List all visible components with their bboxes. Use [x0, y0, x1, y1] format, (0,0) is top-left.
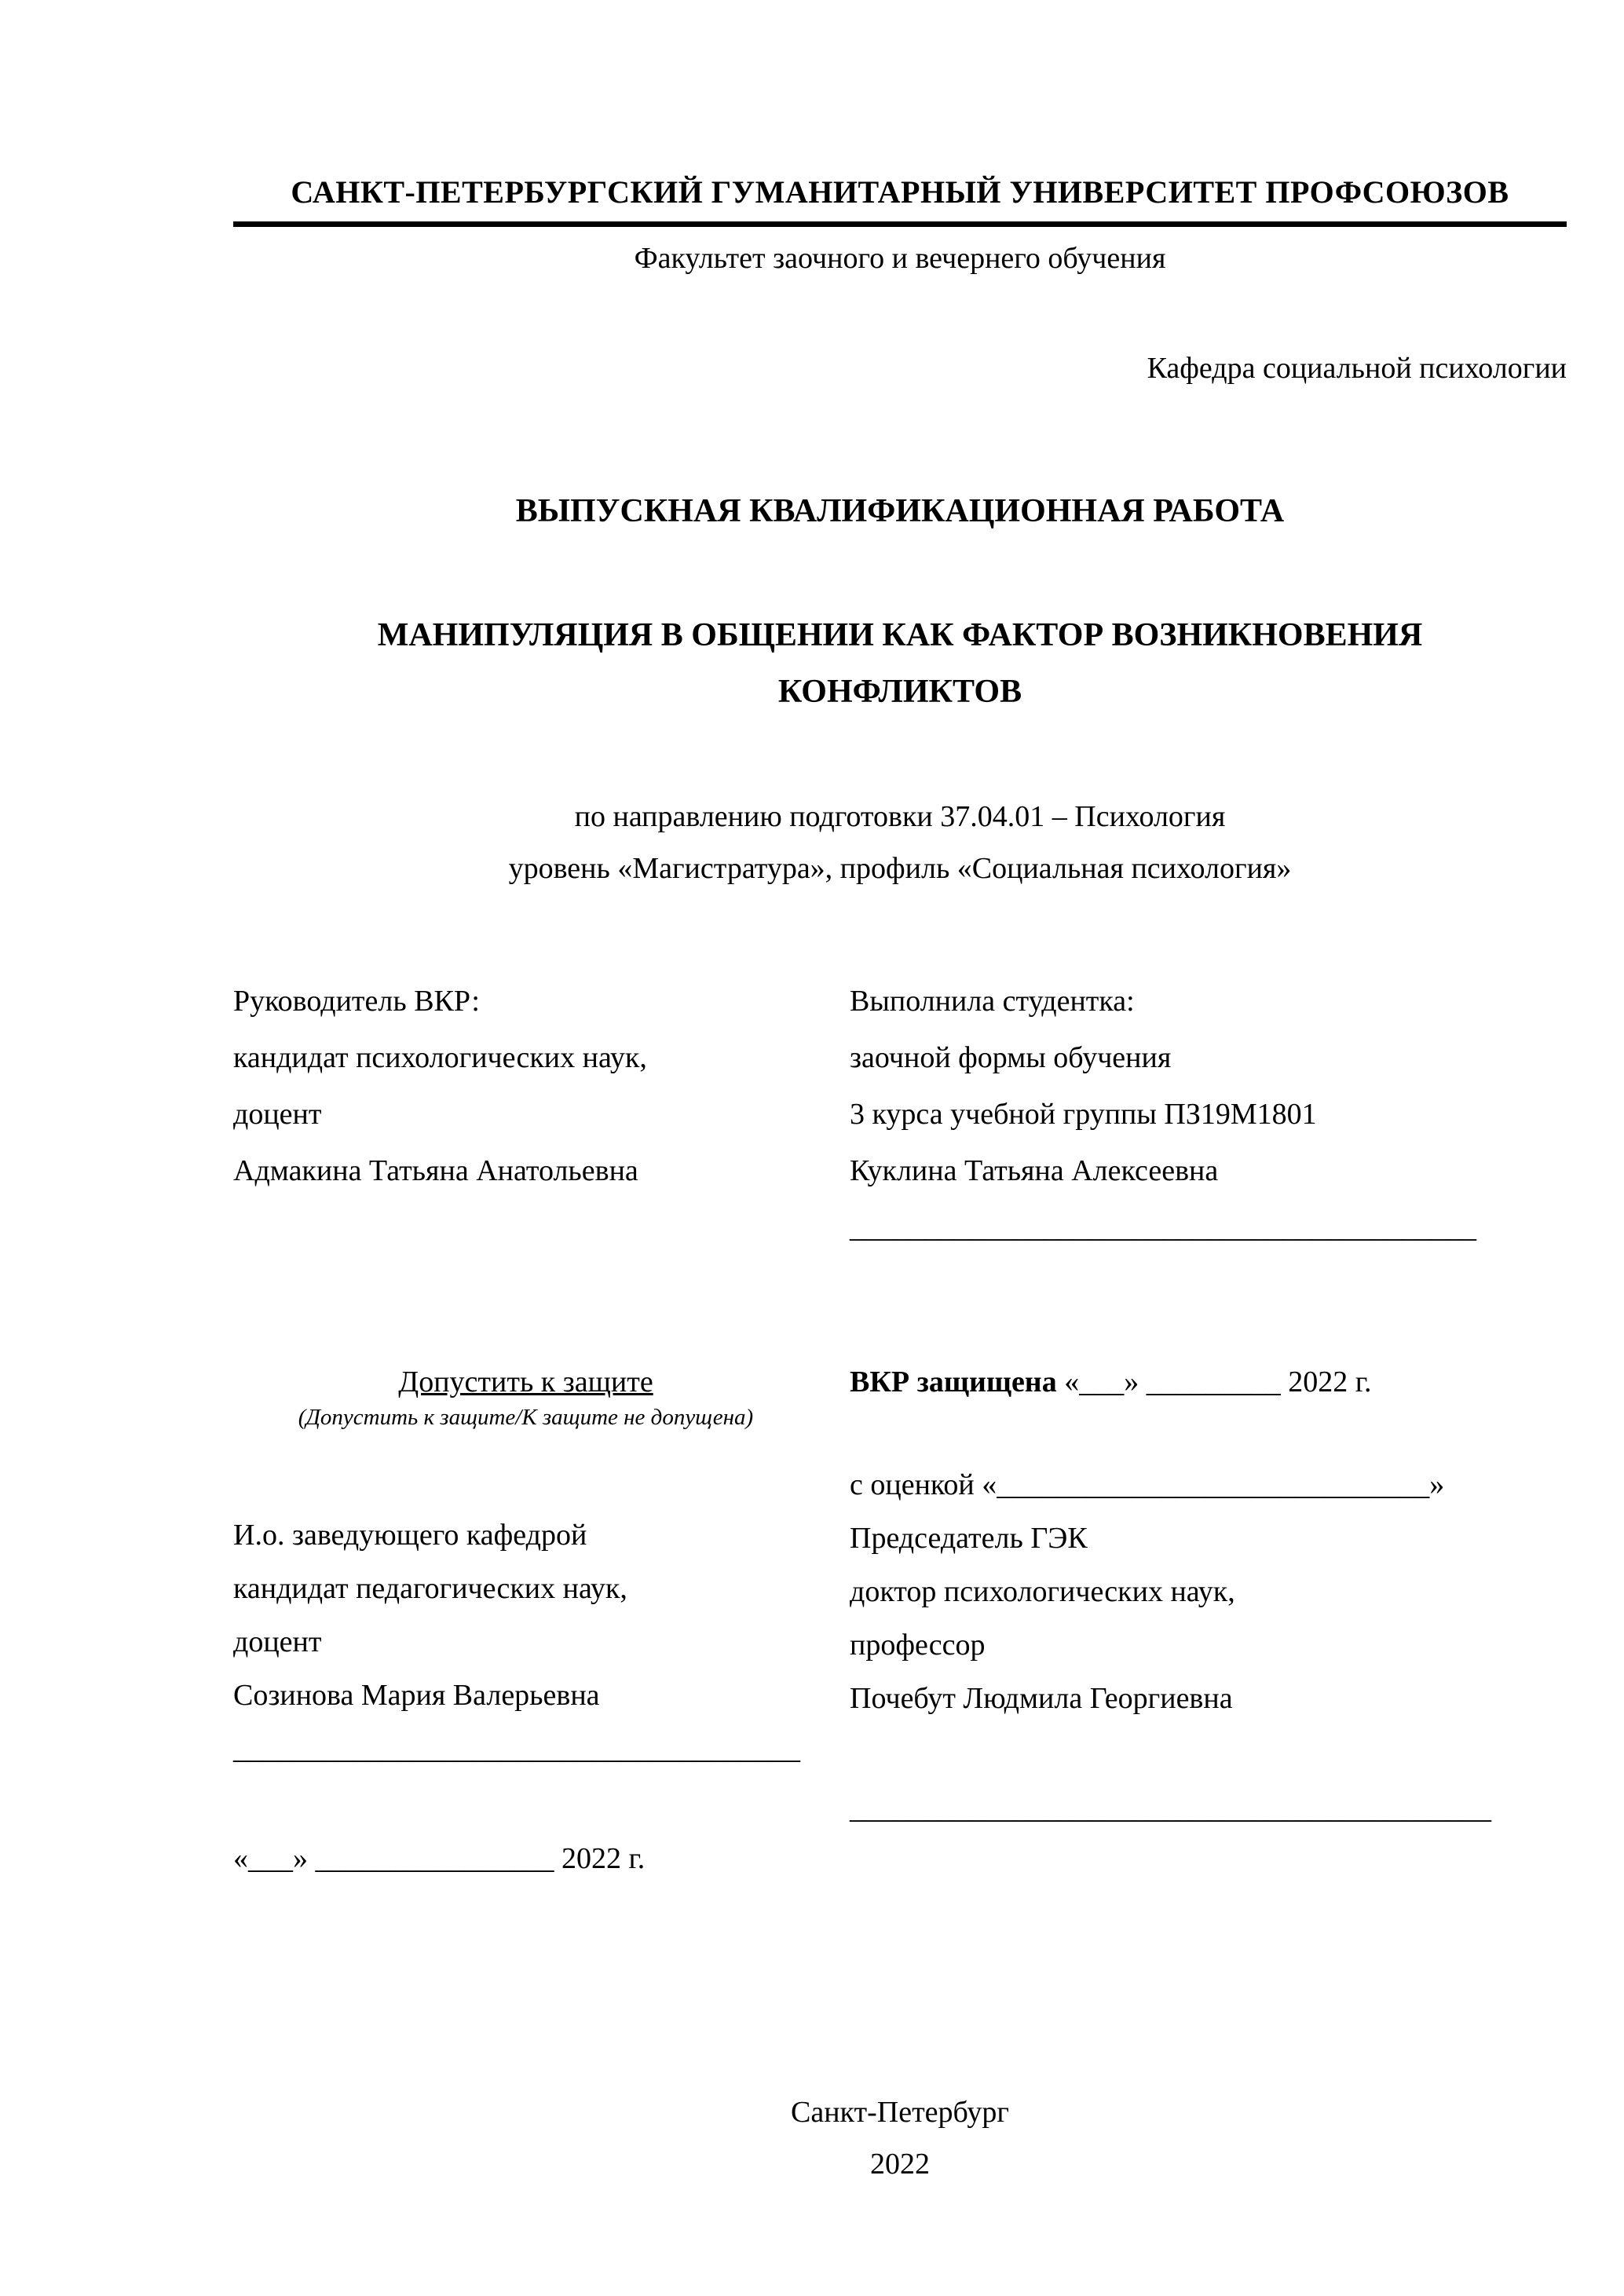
- acting-head-position: И.о. заведующего кафедрой: [233, 1519, 587, 1552]
- gek-chair-degree: доктор психологических наук,: [850, 1575, 1235, 1608]
- acting-head-degree: кандидат педагогических наук,: [233, 1572, 627, 1605]
- gek-chair-rank: профессор: [850, 1629, 986, 1662]
- department-line: Кафедра социальной психологии: [1147, 352, 1567, 385]
- supervisor-name: Адмакина Татьяна Анатольевна: [233, 1154, 638, 1187]
- header-divider: [233, 221, 1567, 227]
- supervisor-degree: кандидат психологических наук,: [233, 1041, 647, 1074]
- student-name: Куклина Татьяна Алексеевна: [850, 1154, 1219, 1187]
- program-block: [233, 791, 1567, 894]
- gek-chair-name: Почебут Людмила Георгиевна: [850, 1682, 1233, 1715]
- supervisor-rank: доцент: [233, 1098, 322, 1131]
- student-group: 3 курса учебной группы ПЗ19М1801: [850, 1098, 1317, 1131]
- program-level-line: уровень «Магистратура», профиль «Социальная психология»: [508, 852, 1292, 885]
- thesis-title-line-2: КОНФЛИКТОВ: [777, 674, 1022, 710]
- admission-column: [233, 1362, 818, 1885]
- student-label: Выполнила студентка:: [850, 985, 1135, 1018]
- admission-note: (Допустить к защите/К защите не допущена): [298, 1405, 754, 1430]
- defense-status-label: ВКР защищена: [850, 1366, 1057, 1398]
- gek-chair-position: Председатель ГЭК: [850, 1522, 1088, 1555]
- acting-head-name: Созинова Мария Валерьевна: [233, 1679, 600, 1712]
- city-line: Санкт-Петербург: [790, 2096, 1010, 2129]
- acting-head-block: [233, 1508, 818, 1722]
- supervisor-column: [233, 973, 818, 1256]
- supervisor-label: Руководитель ВКР:: [233, 985, 480, 1018]
- admission-heading: Допустить к защите: [398, 1366, 653, 1398]
- thesis-title-line-1: МАНИПУЛЯЦИЯ В ОБЩЕНИИ КАК ФАКТОР ВОЗНИКНОВЕНИЯ: [377, 617, 1423, 653]
- acting-head-signature-line: ______________________________________: [233, 1732, 800, 1765]
- defense-status-date-blank: «___» _________ 2022 г.: [1056, 1366, 1372, 1398]
- acting-head-rank: доцент: [233, 1625, 322, 1658]
- defense-status-line: [850, 1362, 1567, 1402]
- year-line: 2022: [870, 2148, 930, 2181]
- gek-chair-signature-line: ___________________________________________: [850, 1792, 1491, 1825]
- student-column: [850, 973, 1567, 1256]
- university-name: САНКТ-ПЕТЕРБУРГСКИЙ ГУМАНИТАРНЫЙ УНИВЕРСИТЕТ ПРОФСОЮЗОВ: [291, 174, 1509, 210]
- grade-line: с оценкой «_____________________________»: [850, 1468, 1445, 1501]
- work-type-heading: ВЫПУСКНАЯ КВАЛИФИКАЦИОННАЯ РАБОТА: [515, 493, 1285, 529]
- approval-block: [233, 1362, 1567, 1885]
- program-direction-line: по направлению подготовки 37.04.01 – Психология: [574, 800, 1226, 833]
- footer-block: [233, 2086, 1567, 2190]
- defense-column: [850, 1362, 1567, 1885]
- faculty-line: Факультет заочного и вечернего обучения: [634, 242, 1166, 275]
- student-signature-line: __________________________________________: [850, 1211, 1476, 1244]
- student-study-form: заочной формы обучения: [850, 1041, 1172, 1074]
- admission-date-line: «___» ________________ 2022 г.: [233, 1842, 646, 1875]
- thesis-title: [233, 607, 1567, 720]
- people-block: [233, 973, 1567, 1256]
- gek-chair-block: [850, 1512, 1567, 1725]
